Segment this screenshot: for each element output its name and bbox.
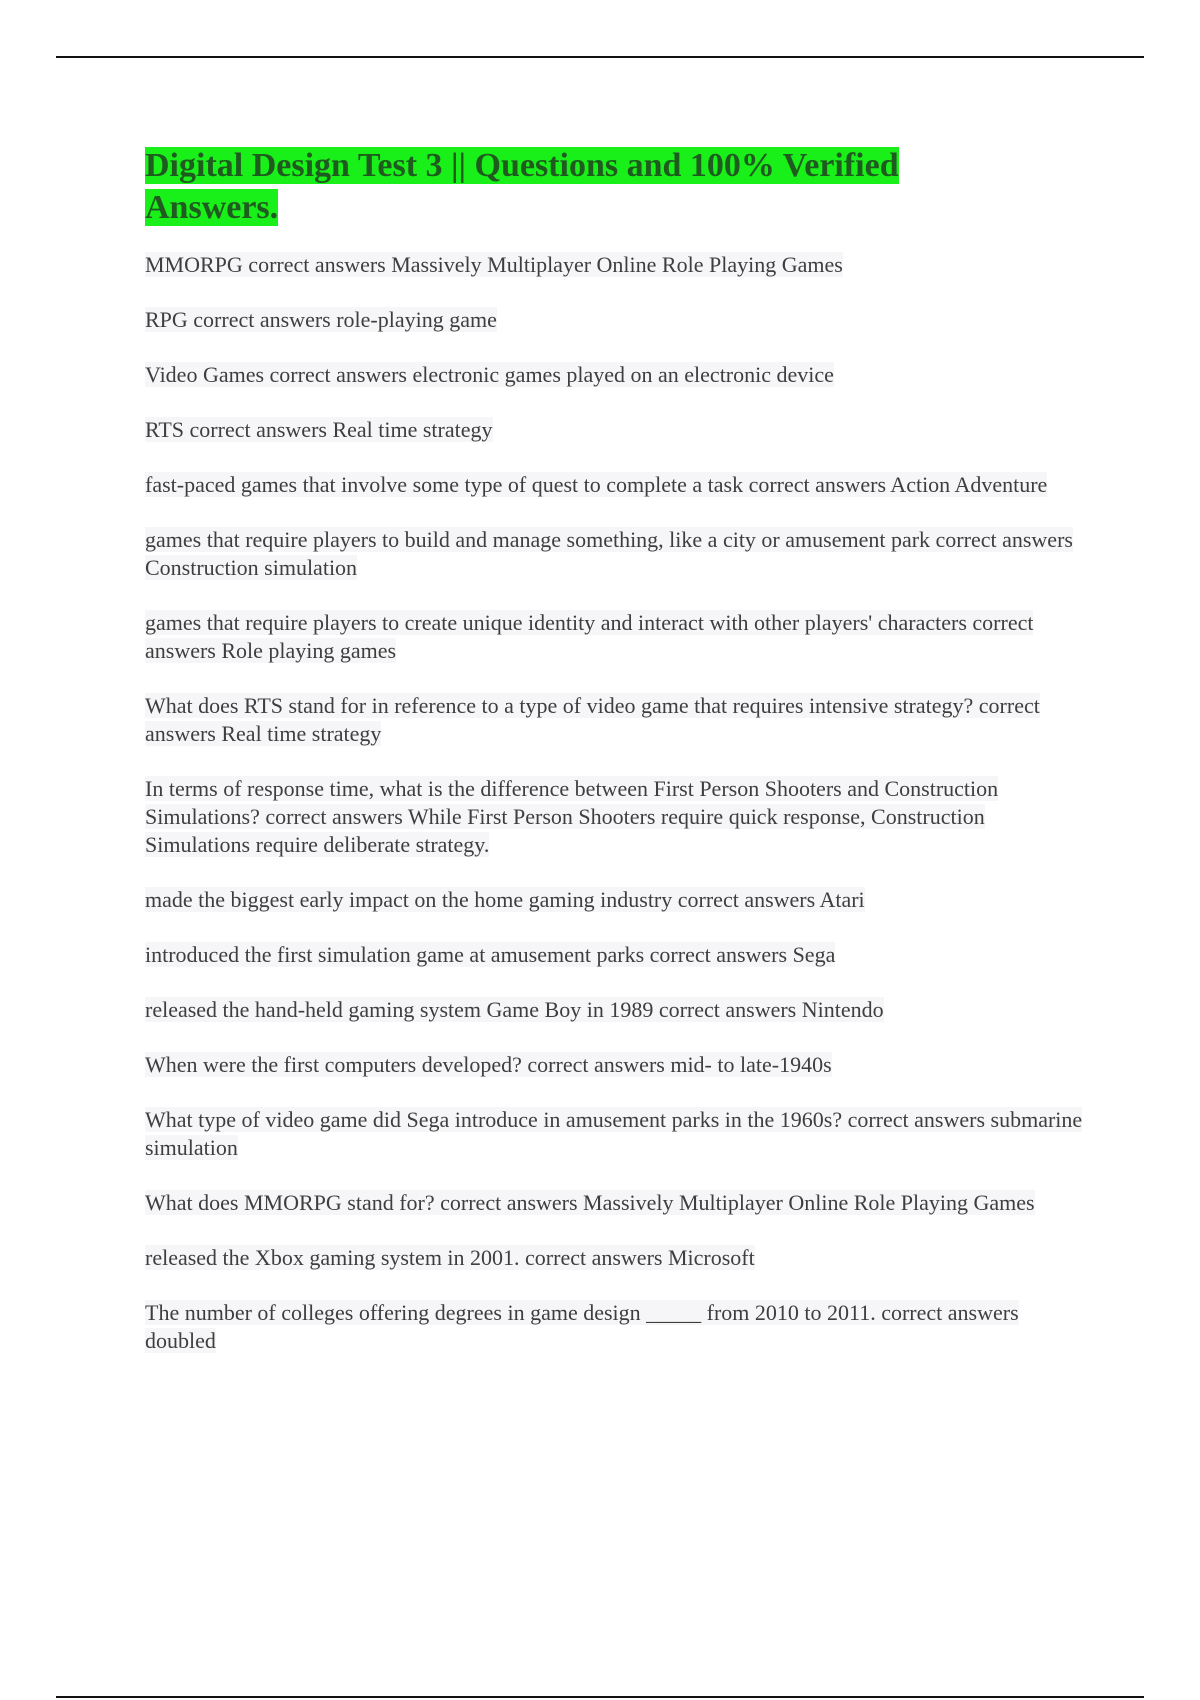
document-title-text: Digital Design Test 3 || Questions and 100% Verified Answers. (145, 147, 899, 226)
qa-item: RPG correct answers role-playing game (145, 307, 497, 332)
qa-item: RTS correct answers Real time strategy (145, 417, 493, 442)
document-title (145, 145, 955, 229)
qa-item: When were the first computers developed? correct answers mid- to late-1940s (145, 1052, 832, 1077)
qa-item: games that require players to create unique identity and interact with other players' characters correct answers Role playing games (145, 610, 1034, 663)
bottom-rule (56, 1696, 1144, 1698)
qa-item: In terms of response time, what is the difference between First Person Shooters and Construction Simulations? correct answers While First Person Shooters require quick response, Construction Simulations require deliberate strategy. (145, 776, 999, 857)
qa-item: What does MMORPG stand for? correct answers Massively Multiplayer Online Role Playing Games (145, 1190, 1035, 1215)
qa-item: games that require players to build and manage something, like a city or amusement park correct answers Construction simulation (145, 527, 1073, 580)
qa-item: The number of colleges offering degrees in game design _____ from 2010 to 2011. correct answers doubled (145, 1300, 1019, 1353)
qa-item: fast-paced games that involve some type of quest to complete a task correct answers Action Adventure (145, 472, 1048, 497)
qa-item: What type of video game did Sega introduce in amusement parks in the 1960s? correct answers submarine simulation (145, 1107, 1083, 1160)
document-body (145, 145, 1085, 1382)
qa-item: introduced the first simulation game at amusement parks correct answers Sega (145, 942, 836, 967)
top-rule (56, 56, 1144, 58)
title-block (145, 145, 955, 229)
qa-item: released the hand-held gaming system Game Boy in 1989 correct answers Nintendo (145, 997, 884, 1022)
qa-item: What does RTS stand for in reference to a type of video game that requires intensive strategy? correct answers Real time strategy (145, 693, 1040, 746)
qa-item: MMORPG correct answers Massively Multiplayer Online Role Playing Games (145, 252, 843, 277)
qa-item: released the Xbox gaming system in 2001. correct answers Microsoft (145, 1245, 755, 1270)
qa-item: Video Games correct answers electronic games played on an electronic device (145, 362, 834, 387)
qa-list (145, 251, 1085, 1355)
qa-item: made the biggest early impact on the home gaming industry correct answers Atari (145, 887, 865, 912)
